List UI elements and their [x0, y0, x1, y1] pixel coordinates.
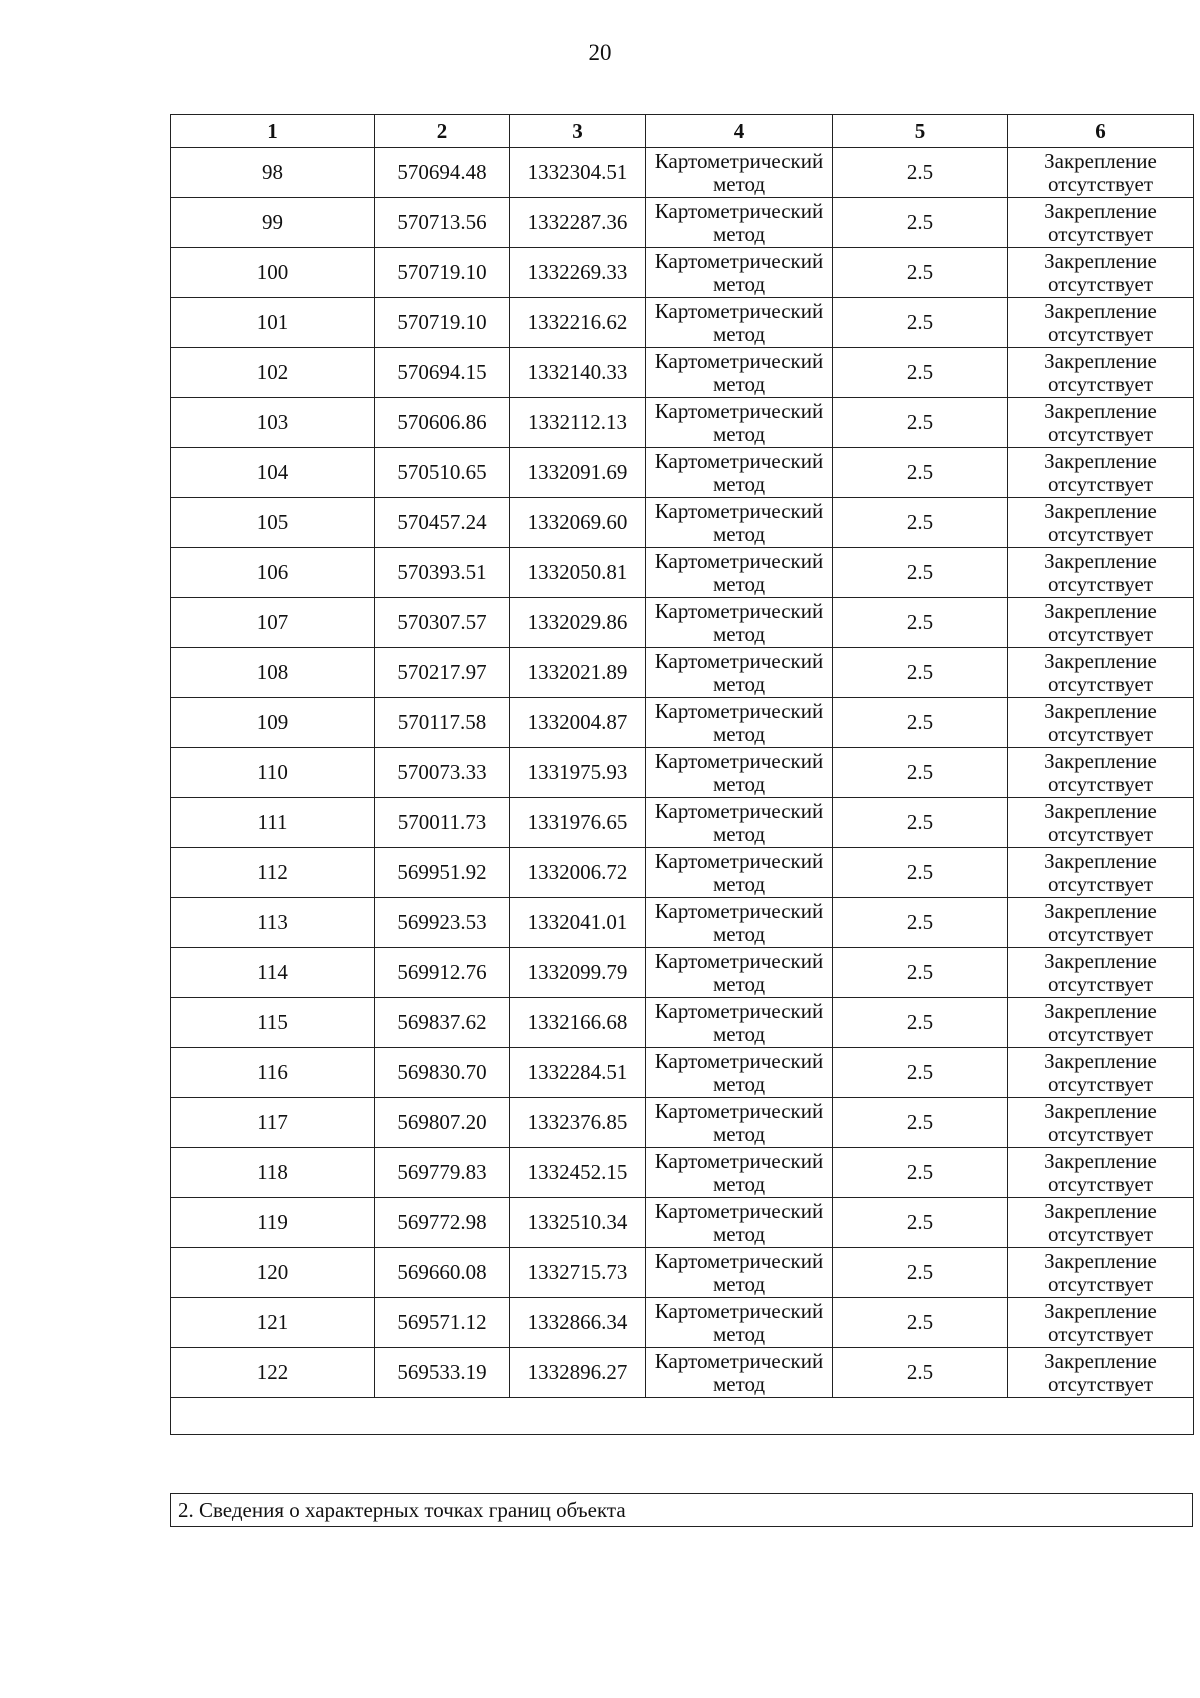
fixing-description-cell: Закрепление отсутствует [1008, 598, 1194, 648]
column-header: 6 [1008, 115, 1194, 148]
method-cell: Картометрический метод [646, 398, 833, 448]
fixing-description-cell: Закрепление отсутствует [1008, 698, 1194, 748]
y-coordinate-cell: 1332069.60 [510, 498, 646, 548]
y-coordinate-cell: 1332304.51 [510, 148, 646, 198]
accuracy-cell: 2.5 [833, 348, 1008, 398]
table-row [171, 1098, 1194, 1148]
y-coordinate-cell: 1332006.72 [510, 848, 646, 898]
section-heading: 2. Сведения о характерных точках границ объекта [170, 1493, 1193, 1527]
x-coordinate-cell: 570694.48 [375, 148, 510, 198]
fixing-description-cell: Закрепление отсутствует [1008, 1298, 1194, 1348]
x-coordinate-cell: 570719.10 [375, 298, 510, 348]
x-coordinate-cell: 570606.86 [375, 398, 510, 448]
accuracy-cell: 2.5 [833, 748, 1008, 798]
coordinates-table [170, 114, 1194, 1435]
y-coordinate-cell: 1332099.79 [510, 948, 646, 998]
point-number-cell: 108 [171, 648, 375, 698]
accuracy-cell: 2.5 [833, 898, 1008, 948]
accuracy-cell: 2.5 [833, 1348, 1008, 1398]
table-row [171, 298, 1194, 348]
table-body [171, 148, 1194, 1435]
table-row [171, 548, 1194, 598]
x-coordinate-cell: 569951.92 [375, 848, 510, 898]
table-row [171, 598, 1194, 648]
x-coordinate-cell: 569571.12 [375, 1298, 510, 1348]
table-row [171, 398, 1194, 448]
empty-cell [171, 1398, 1194, 1435]
table-row [171, 148, 1194, 198]
point-number-cell: 101 [171, 298, 375, 348]
accuracy-cell: 2.5 [833, 1098, 1008, 1148]
method-cell: Картометрический метод [646, 698, 833, 748]
y-coordinate-cell: 1332287.36 [510, 198, 646, 248]
table-row [171, 1298, 1194, 1348]
point-number-cell: 107 [171, 598, 375, 648]
y-coordinate-cell: 1332715.73 [510, 1248, 646, 1298]
y-coordinate-cell: 1332050.81 [510, 548, 646, 598]
accuracy-cell: 2.5 [833, 148, 1008, 198]
method-cell: Картометрический метод [646, 1298, 833, 1348]
x-coordinate-cell: 569807.20 [375, 1098, 510, 1148]
x-coordinate-cell: 570719.10 [375, 248, 510, 298]
fixing-description-cell: Закрепление отсутствует [1008, 1098, 1194, 1148]
x-coordinate-cell: 569533.19 [375, 1348, 510, 1398]
page-number: 20 [588, 40, 612, 65]
accuracy-cell: 2.5 [833, 648, 1008, 698]
y-coordinate-cell: 1331976.65 [510, 798, 646, 848]
x-coordinate-cell: 570713.56 [375, 198, 510, 248]
fixing-description-cell: Закрепление отсутствует [1008, 448, 1194, 498]
fixing-description-cell: Закрепление отсутствует [1008, 898, 1194, 948]
fixing-description-cell: Закрепление отсутствует [1008, 1348, 1194, 1398]
point-number-cell: 115 [171, 998, 375, 1048]
x-coordinate-cell: 569830.70 [375, 1048, 510, 1098]
method-cell: Картометрический метод [646, 1198, 833, 1248]
y-coordinate-cell: 1332112.13 [510, 398, 646, 448]
column-header: 1 [171, 115, 375, 148]
table-row [171, 198, 1194, 248]
point-number-cell: 120 [171, 1248, 375, 1298]
fixing-description-cell: Закрепление отсутствует [1008, 298, 1194, 348]
point-number-cell: 102 [171, 348, 375, 398]
point-number-cell: 103 [171, 398, 375, 448]
fixing-description-cell: Закрепление отсутствует [1008, 648, 1194, 698]
accuracy-cell: 2.5 [833, 298, 1008, 348]
table-row [171, 1048, 1194, 1098]
point-number-cell: 114 [171, 948, 375, 998]
y-coordinate-cell: 1332004.87 [510, 698, 646, 748]
y-coordinate-cell: 1331975.93 [510, 748, 646, 798]
method-cell: Картометрический метод [646, 898, 833, 948]
method-cell: Картометрический метод [646, 348, 833, 398]
x-coordinate-cell: 570393.51 [375, 548, 510, 598]
point-number-cell: 98 [171, 148, 375, 198]
table-row [171, 648, 1194, 698]
method-cell: Картометрический метод [646, 948, 833, 998]
y-coordinate-cell: 1332029.86 [510, 598, 646, 648]
method-cell: Картометрический метод [646, 598, 833, 648]
point-number-cell: 117 [171, 1098, 375, 1148]
table-row [171, 798, 1194, 848]
method-cell: Картометрический метод [646, 198, 833, 248]
fixing-description-cell: Закрепление отсутствует [1008, 548, 1194, 598]
fixing-description-cell: Закрепление отсутствует [1008, 398, 1194, 448]
method-cell: Картометрический метод [646, 1148, 833, 1198]
point-number-cell: 110 [171, 748, 375, 798]
y-coordinate-cell: 1332510.34 [510, 1198, 646, 1248]
table-row [171, 248, 1194, 298]
accuracy-cell: 2.5 [833, 498, 1008, 548]
table-row [171, 448, 1194, 498]
method-cell: Картометрический метод [646, 748, 833, 798]
method-cell: Картометрический метод [646, 648, 833, 698]
y-coordinate-cell: 1332091.69 [510, 448, 646, 498]
y-coordinate-cell: 1332166.68 [510, 998, 646, 1048]
y-coordinate-cell: 1332376.85 [510, 1098, 646, 1148]
x-coordinate-cell: 570117.58 [375, 698, 510, 748]
column-header: 3 [510, 115, 646, 148]
fixing-description-cell: Закрепление отсутствует [1008, 148, 1194, 198]
method-cell: Картометрический метод [646, 1048, 833, 1098]
accuracy-cell: 2.5 [833, 1248, 1008, 1298]
method-cell: Картометрический метод [646, 298, 833, 348]
fixing-description-cell: Закрепление отсутствует [1008, 348, 1194, 398]
table-header-row [171, 115, 1194, 148]
point-number-cell: 111 [171, 798, 375, 848]
y-coordinate-cell: 1332041.01 [510, 898, 646, 948]
table-row [171, 1198, 1194, 1248]
accuracy-cell: 2.5 [833, 848, 1008, 898]
column-header: 5 [833, 115, 1008, 148]
table-row [171, 848, 1194, 898]
method-cell: Картометрический метод [646, 798, 833, 848]
method-cell: Картометрический метод [646, 548, 833, 598]
x-coordinate-cell: 569923.53 [375, 898, 510, 948]
fixing-description-cell: Закрепление отсутствует [1008, 1248, 1194, 1298]
fixing-description-cell: Закрепление отсутствует [1008, 848, 1194, 898]
accuracy-cell: 2.5 [833, 698, 1008, 748]
accuracy-cell: 2.5 [833, 1198, 1008, 1248]
x-coordinate-cell: 570011.73 [375, 798, 510, 848]
point-number-cell: 104 [171, 448, 375, 498]
accuracy-cell: 2.5 [833, 1148, 1008, 1198]
empty-table-row [171, 1398, 1194, 1435]
accuracy-cell: 2.5 [833, 198, 1008, 248]
table-row [171, 348, 1194, 398]
x-coordinate-cell: 570307.57 [375, 598, 510, 648]
point-number-cell: 99 [171, 198, 375, 248]
fixing-description-cell: Закрепление отсутствует [1008, 748, 1194, 798]
method-cell: Картометрический метод [646, 1348, 833, 1398]
x-coordinate-cell: 570510.65 [375, 448, 510, 498]
y-coordinate-cell: 1332216.62 [510, 298, 646, 348]
y-coordinate-cell: 1332866.34 [510, 1298, 646, 1348]
y-coordinate-cell: 1332896.27 [510, 1348, 646, 1398]
method-cell: Картометрический метод [646, 448, 833, 498]
y-coordinate-cell: 1332452.15 [510, 1148, 646, 1198]
accuracy-cell: 2.5 [833, 448, 1008, 498]
point-number-cell: 109 [171, 698, 375, 748]
fixing-description-cell: Закрепление отсутствует [1008, 1048, 1194, 1098]
x-coordinate-cell: 569912.76 [375, 948, 510, 998]
y-coordinate-cell: 1332140.33 [510, 348, 646, 398]
point-number-cell: 119 [171, 1198, 375, 1248]
method-cell: Картометрический метод [646, 998, 833, 1048]
fixing-description-cell: Закрепление отсутствует [1008, 1148, 1194, 1198]
point-number-cell: 113 [171, 898, 375, 948]
accuracy-cell: 2.5 [833, 998, 1008, 1048]
x-coordinate-cell: 569660.08 [375, 1248, 510, 1298]
method-cell: Картометрический метод [646, 148, 833, 198]
x-coordinate-cell: 570457.24 [375, 498, 510, 548]
table-row [171, 748, 1194, 798]
accuracy-cell: 2.5 [833, 798, 1008, 848]
accuracy-cell: 2.5 [833, 248, 1008, 298]
point-number-cell: 116 [171, 1048, 375, 1098]
x-coordinate-cell: 569779.83 [375, 1148, 510, 1198]
fixing-description-cell: Закрепление отсутствует [1008, 1198, 1194, 1248]
point-number-cell: 106 [171, 548, 375, 598]
y-coordinate-cell: 1332269.33 [510, 248, 646, 298]
method-cell: Картометрический метод [646, 248, 833, 298]
x-coordinate-cell: 570694.15 [375, 348, 510, 398]
fixing-description-cell: Закрепление отсутствует [1008, 198, 1194, 248]
table-row [171, 1148, 1194, 1198]
method-cell: Картометрический метод [646, 848, 833, 898]
table-row [171, 498, 1194, 548]
column-header: 4 [646, 115, 833, 148]
method-cell: Картометрический метод [646, 498, 833, 548]
point-number-cell: 121 [171, 1298, 375, 1348]
fixing-description-cell: Закрепление отсутствует [1008, 998, 1194, 1048]
point-number-cell: 122 [171, 1348, 375, 1398]
table-row [171, 998, 1194, 1048]
y-coordinate-cell: 1332021.89 [510, 648, 646, 698]
column-header: 2 [375, 115, 510, 148]
fixing-description-cell: Закрепление отсутствует [1008, 248, 1194, 298]
table-row [171, 1248, 1194, 1298]
accuracy-cell: 2.5 [833, 548, 1008, 598]
point-number-cell: 112 [171, 848, 375, 898]
accuracy-cell: 2.5 [833, 1048, 1008, 1098]
fixing-description-cell: Закрепление отсутствует [1008, 498, 1194, 548]
table-row [171, 698, 1194, 748]
fixing-description-cell: Закрепление отсутствует [1008, 948, 1194, 998]
point-number-cell: 105 [171, 498, 375, 548]
table-row [171, 898, 1194, 948]
accuracy-cell: 2.5 [833, 398, 1008, 448]
fixing-description-cell: Закрепление отсутствует [1008, 798, 1194, 848]
x-coordinate-cell: 570217.97 [375, 648, 510, 698]
method-cell: Картометрический метод [646, 1098, 833, 1148]
point-number-cell: 100 [171, 248, 375, 298]
table-row [171, 948, 1194, 998]
point-number-cell: 118 [171, 1148, 375, 1198]
accuracy-cell: 2.5 [833, 598, 1008, 648]
y-coordinate-cell: 1332284.51 [510, 1048, 646, 1098]
x-coordinate-cell: 569772.98 [375, 1198, 510, 1248]
table-row [171, 1348, 1194, 1398]
x-coordinate-cell: 569837.62 [375, 998, 510, 1048]
method-cell: Картометрический метод [646, 1248, 833, 1298]
x-coordinate-cell: 570073.33 [375, 748, 510, 798]
accuracy-cell: 2.5 [833, 948, 1008, 998]
accuracy-cell: 2.5 [833, 1298, 1008, 1348]
